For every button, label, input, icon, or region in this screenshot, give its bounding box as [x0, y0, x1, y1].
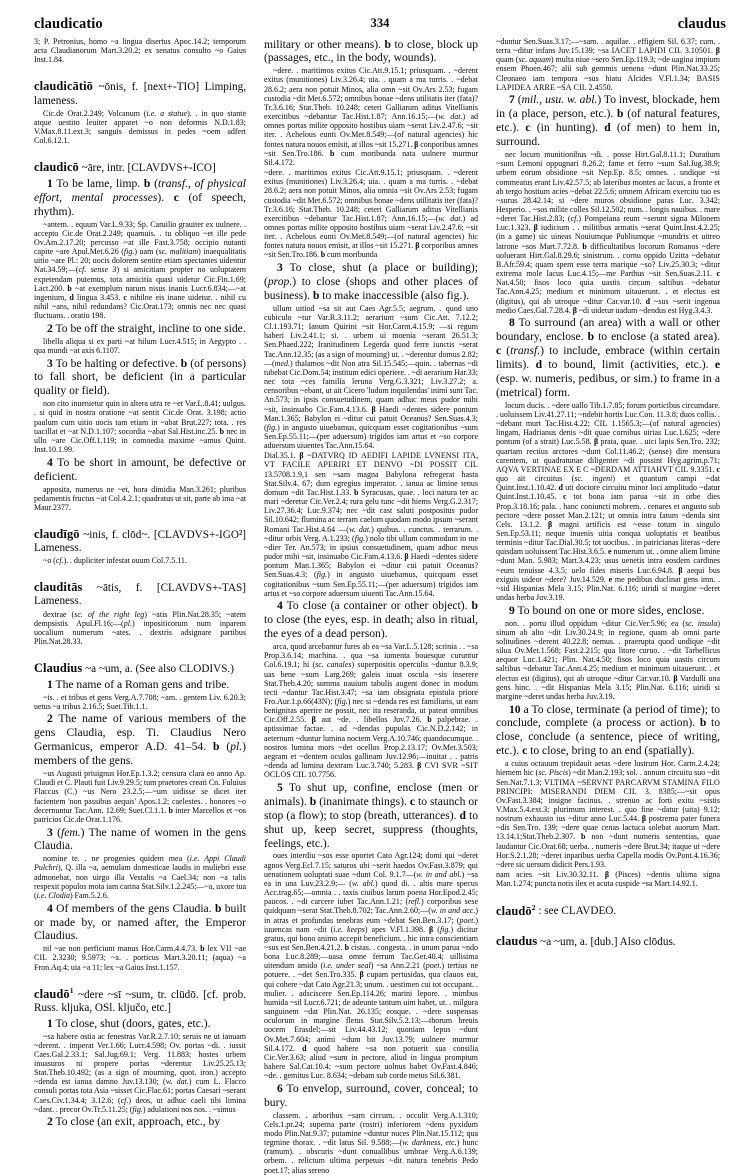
headword: claudō$^2$	[496, 902, 536, 918]
citation-block: ~dere. . maritimos exitus Cic.Att.9.15.1; priusquam. . ~derent exitus (munitiones) Liv.3.26.4; uia. . quam a ma turris. . ~debat 28.6.2; aera non potuit Minos, alia omn ~sit Ov.Ars 2.53; fugam custodia ~dit Met.6.572; omnibus bonae ~dens utilitatis iter (fata)? Tr.3.6.16; Stat.Theb. 10.248; ceteri Galliarum aditus Vitellianis exercitibus ~debantur Tac.Hist.1.87; Ann.16.15;—(w. dat.) ad omnes portas milite opposito hostibus uiam ~serat Liv.2.47.6; ~sit iter. . Achelous eunti Ov.Met.8.549;—(of natural agencies) hic fontes natura nouos emisit, at illos ~sit 15.271. β conporibus amnes ~sit Sen.Tro.186. b cum moribunda nata uulnere murmur Sil.4.172.	[264, 66, 478, 167]
dictionary-entry-headword: claudīgō ~inis, f. clōd~. [CLAVDVS+-IGO²] Lameness.	[34, 526, 246, 555]
dictionary-entry-headword: claudus ~a ~um, a. [dub.] Also clōdus.	[496, 933, 676, 948]
text-column-1	[34, 36, 255, 1129]
entry-spacer	[34, 512, 246, 518]
headword: claudicō	[34, 160, 79, 175]
citation-block: nomine te. . ne progenies quidem mea (i.e. Appi Claudi Pulchri), Q. illa ~a, aemulam domesticae laudis in muliebri esse admonebat, non uirgo illa Vestalis ~a Cael.34; non ~a talis respexit populos mota iam carina Stat.Silv.1.2.245;—~a, uxore tua (i.e. Clodia) Fam.5.2.6.	[34, 854, 246, 900]
citation-block: ~sa habere ostia ac fenestras Var.R.2.7.10; seruis ne ut ianuam ~derent. . imperat Ver.1.66; Lucr.4.598; Ov. portas ~di. . iussit Caes.Gal.2.33.1; Sal.Jug.69.1; Verg. 11.883; hostes urbem inuasuros ni propere portas ~derentur Liv.25.25.13; Stat.Theb.10.492; (as a sign of mourning, quot. iron.) accepto ~denda est ianua damno Juv.13.130; (w. dat.) cum L. Flacco consuli portas tota Asia ~sisset Cic.Flac.61; portas Caesari ~serant Caes.Civ.1.34.4; 3.12.6; (cf.) deos, ut adhuc caeli tibi limina ~dant. . precor Ov.Tr.5.11.25; (fig.) adulationi nos nos. . ~simus	[34, 1031, 246, 1114]
citation-block: ~dere. . maritimos exitus Cic.Att.9.15.1; priusquam. . ~derent exitus (munitiones) Liv.3.26.4; uia. . quam a ma turris. . ~debat 28.6.2; aera non potuit Minos, alia omnia ~sit Ov.Ars 2.53; fugam custodia ~dit Met.6.572; omnibus bonae ~dens utilitatis iter (fata)? Tr.3.6.16; Stat.Theb. 10.248; ceteri Galliarum aditus Vitellianis exercitibus ~debantur Tac.Hist.1.87; Ann.16.15;—(w. dat.) ad omnes portas milite opposito hostibus uiam ~serat Liv.2.47.6; ~sit iter. . Achelous eunti Ov.Met.8.549;—(of natural agencies) hic fontes natura nouos emisit, at illos ~sit 15.271. β corporibus amnes ~sit Sen.Tro.186. b cum moribunda	[264, 168, 478, 260]
citation-block: arca, quod arcebantur fures ab ea ~sa Var.L.5.128; scrinia . . ~sa Prop.3.6.14; machina. . qua ~sa iumenta bouesque curuntur Col.6.19.1; hi (sc. canales) superpositis operculis ~duntur 8.3.9; uas bene ~sum Larg.269; galeis iuuat oscula ~sis inserere Stat.Theb.4.20; summa nauium tabulis augent donec in modum tecti ~dantur Tac.Hist.3.47; ~sa iam obsignata epistula priore Fro.Aur.1.p.66(43N); (fig.) nec si ~denda res est familiaris, ut eam benignitas aperire ne possit, nec ita reseranda, ut pateat omnibus Cic.Off.2.55. β aut ~de. . libellos Juv.7.26. b palpebrae. . aptissimae factae. . ad ~dendas pupulas Cic.N.D.2.142; in aeternum ~duntur lumina noctem Verg.A.10.746; quandocumque. . nostros lumina mors ~det ocellos Prop.2.13.17; Ov.Met.3.503; aegram et ~dentem oculos gallinam Juv.12.96;—inuitat . . patris ~denda ad lumina dextram Luc.3.740; 5.283. β CVI SVR ~SIT OCLOS CIL 10.7756.	[264, 642, 479, 780]
sense-definition: 4 Of members of the gens Claudia. b built or made by, or named after, the Emperor Claudius.	[34, 901, 247, 943]
citation-block: 3; P. Petronius, homo ~a lingua disertus Apoc.14.2; temporum acta Claudianorum Mart.3.20.2; ex senatus consulto ~o Gaius Inst.1.84.	[34, 37, 246, 65]
citation-block: Cic.de Orat.2.249; Volcanum (i.e. a statue). . in quo stante atque uestito leuiter apparet ~o non deformis N.D.1.83; V.Max.8.11.ext.3; sanguis demissus in pedes ~oem adfert Col.6.12.1.	[34, 108, 247, 146]
citation-block: dextrae (sc. of the right leg) ~atis Plin.Nat.28.35; ~atem dempsistis Apul.Fl.16;—(pl.) inpositicorum num inparem uocalium numerum ~ates. . dextris adsignare partibus Plin.Nat.28.33.	[34, 609, 246, 646]
entry-spacer	[34, 64, 246, 70]
dictionary-entry-headword: claudicō ~āre, intr. [CLAVDVS+-ICO]	[34, 160, 216, 175]
sense-definition: 6 To envelop, surround, cover, conceal; to bury.	[264, 1081, 478, 1109]
text-column-2	[255, 36, 487, 1175]
sense-definition: 3 (fem.) The name of women in the gens Claudia.	[34, 825, 246, 853]
page-folio-number: 334	[370, 16, 390, 30]
citation-block: classem. . arboribus ~sam circum. . occulit Verg.A.1.310; Cels.1.pr.24; superna parte (rostri) inferiorem ~dens pyxidum modo Plin.Nat.9.37; putamine ~duntur nuces Plin.Nat.15.112; qua tegmine thorax. . ~dit latus Sil. 9.588;—(w. darkness, etc.) hunc (ramum). . obscuris ~dunt conuallibus umbrae Verg.A.6.139; orbem. . relictum ultima perpetuis ~dit natura tenebris Pedo poet.17; alias sereno	[264, 1110, 479, 1175]
citation-block: nil ~ae non perficiunt manus Hor.Carm.4.4.73. b lex VII ~ae CIL 2.3230; 9.5973; ~a. . porticus Mart.3.20.11; (aqua) ~a Fron.Aq.4; uia ~a 11; lex ~a Gaius Inst.1.157.	[34, 944, 247, 972]
citation-block: libella aliqua si ex parti ~at hilum Lucr.4.515; in Aegypto . . qua mundi ~at axis 6.1107.	[34, 336, 246, 355]
citation-block: Dial.35.1. β ~DATVRQ ID AEDIFI LAPIDE LVNENSI ITA, VT FACILE APERIRI ET DENVO ~DI POSSIT CIL 13.5708.1.9,1 sen ~sam magna Babylona refregerat hasta Stat.Silv.4. 67; dum egregius imperator. . ianua ac limine tenus domum ~dit Tac.Hist.1.33. b Syracusas, quae. . loci natura ter ac mari ~deretur Cic.Ver.2.4; rura gelu tunc ~dit hiems Verg.G.2.317; Liv.27.36.4; Luc.9.374; nec ~dit cast saluti postpositus pudor Sil.10.642; flumina ac terram caelum quodam modo ipsum ~serant Romani Tac.Hist.4.64 —(w. dat.) quibus. . cunctus. . terrarum. . ~ditur orbis Verg. A.1.233; (fig.) nolo tibi ullum commodum in me ~dier Ter. An.573; in ipsius consuetudinem, quam adhuc meus pudor mihi ~sit, insinuabo Cic.Fam.4.13.6. β Haedi ~dentes sidere pontum Man.1.365; Babylon ei ~ditur cui patuit Oceanus? Sen.Suas.4.3; (fig.) in angusto uiuebamus, quicquam esset cogitationibus ~sum Sen.Ep.55.11;—(per aduersum) trigidos iam artus et ~so corpore aduersum uiuenti Tac.Ann.15.64.	[264, 451, 478, 598]
citation-block: oues interdiu ~sos esse oportet Cato Agr.124; domi qui ~deret agnos Verg.Ecl.7.15; saturos ubi ~serit haedos Ov.Fast.3.879; qui uenationem uoluptati suae ~dunt Col. 9.1.7—(w. in and abl.) ~sa ea in una Luv.23.2.9;— (w. abl.) quod di. . altis mare specus Acc.trag.65;—omnia . . taxis ciuibus larum poena Hor.Epod.2.45; paucos. . ~di carcere iubet Tac.Ann.1.21; (refl.) corporibus sese quidquam ~serat Stat.Theb.8.702; Tac.Ann.2.60;—(w. in and acc.) in atras et profundas tenebras eum ~debat Sen.Ben.3.17; (poet.) iuuencas nam ~dit (i.e. keeps) apes V.Fl.1.398. β (fig.) dicitur gratus, qui bono animo accepit beneficium. . hic intra conscientiam ~sus est Sen.Ben.4.21.2. b cistas. . congesta. . in unum parua ~ndo bona Luc.8.289;—uasa omne ferrum Tac.Ger.40.4; uillisima uitendum amido (i.e. under seal) ~sa Ann.2.21 (poet.) tertius ne potuere. . ~det Sen.Tro.335. β cupam pertusidas, qua clauos eat, qui cohere ~dat Cato Agr.21.3; unum. . uestimen cui tot occupant. . mulier. . adsciscere Sen.Ep.114.26; marini lepore. . mimbus humida ~sil Lucr.6.721; de adeunte tantum uim habet, ut. . milgura sanguinem ~dat Plin.Nat. 26.135; eosque. . ~dere suspensas oculorum in margine fletus Stat.Silv.5.2.13;—thorum breuis uocem Erasdel;—sit Liv.44.43.12; quoniam lepus ~dunt Ov.Met.7.604; animi ~dum bit Juv.13.79; uulnere murmur Sil.4.172. d quod habere ~sa non potuerit sua consilia Cic.Ver.3.63; aliud ~sum in pectore, aliud in lingua promptum habere Sal.Cat.10.4; ~sum pectore uolnus habet Ov.Fast.4.846; ~de. . gemitus Luc. 8.634; ~debam sub corde metus Sil.6.381.	[264, 851, 479, 1081]
citation-block: non. . portu illud oppidum ~ditur Cic.Ver.5.96; ea (sc. insula) sinum ab alto ~dit Liv.30.24.9; in regione, quam ab omni parte solitudines ~derent 40.22.8; nemus. . praerupta quod undique ~dit silua Ov.Met.1.568; Fast.2.215; qua litore curuo. . ~dit Tarbellicus aequor Luc.1.421; Plin. Nat.4.50; fisos loco quia uastis circum saltibus ~debatur Tac.Ann.4.25; medium et minimum uitauerunt. . et electus est (digitus), qui ab utroque ~ditur Car.var.10. β Vardulli una gens hinc. . ~dit Hispanias Mela 3.15; Plin.Nat. 6.116; uiridi si margine ~deret undas herba Juv.3.19.	[496, 618, 720, 701]
dictionary-entry-headword: claudō$^2$ : see CLAVDEO.	[496, 902, 617, 918]
entry-spacer	[496, 888, 720, 894]
headword: clauditās	[34, 580, 83, 595]
sense-definition: 10 a To close, terminate (a period of time); to conclude, complete (a process or action). b to close, conclude (a sentence, piece of writing, etc.). c to close, bring to an end (spatially).	[496, 702, 720, 758]
headword: claudīgō	[34, 526, 80, 541]
citation-block: ~antem. . equum Var.L.9.33; Sp. Caruilio grauiter ex uulnere. . accepto Cic.de Orat.2.249; quamuis. . tu obliquo ~et ille pede Ov.Am.2.17.20; percusso ~at ille Fast.3.758; occipio nutanti capite ~are Apul.Met.6.26 (fig.) uam (sc. malitiam) inaequalitatis uitio ~are Pl.: 20; uocis dolorem sentire etiam spectantes uidentur Nat.34.59;—(cf. sense 3) si amicitiam propter no uoluptatem expetendam putemus, tota amicitia quasi uidetur Cic.Fin.1.69; Lact.200. b ~at exemplum narum nisus inanis Lucr.6.834;—~at ingenium, d lingua 3.453. c nihilne eis inane uidetur. . nihil cu nihil ~ans, nihil redundans? Cic.Orat.173; omnis nec nec quasi fluctuans. . oratio 198.	[34, 219, 247, 321]
text-column-3	[487, 36, 720, 952]
dictionary-entry-headword: claudicātiō ~ōnis, f. [next+-TIO] Limping, lameness.	[34, 79, 246, 107]
sense-definition: 2 To be off the straight, incline to one side.	[47, 321, 246, 335]
citation-block: ~duntur Sen.Suas.3.17;—~sam. . aquilae. . effigiem Sil. 6.37; cum. . terra ~ditur infans Juv.15.139; ~sa IACET LAPIDI CIL 3.10501. β quam (sc. aquam) multa niue ~sero Sen.Ep.119.3; ~de uagina impium ensem Phoen.467; alii sub gemmis uenena ~dunt Plin.Nat.33.25; Cleonaeo iam tempora ~sus hiatu Alcides V.Fl.1.34; BASIS LAPIDEA ARRE ~SA CIL 2.4550.	[496, 37, 720, 92]
citation-block: nam acies ~sit Liv.30.32.11. β (Pisces) ~dentis ultima signa Man.1.274; puncta notis ilex et acuta cuspide ~sa Mart.14.92.1.	[496, 870, 720, 889]
citation-block: ~is. . et tribus et gens Verg.A.7.708; ~am. . gentem Liv. 6.20.3; uetus ~a tribus 2.16.5; Suet.Tib.1.1.	[34, 692, 246, 711]
sense-definition: 2 To close (an exit, approach, etc., by	[47, 1115, 221, 1129]
sense-definition: 1 To be lame, limp. b (transf., of physical effort, mental processes). c (of speech, rhythm).	[34, 176, 246, 218]
sense-definition: 1 To close, shut (doors, gates, etc.).	[47, 1016, 211, 1030]
running-head	[34, 16, 726, 38]
citation-block: ~us Augusti priuignus Hor.Ep.1.3.2; censura clara eo anno Ap. Claudi et C. Plauti fuit Liv.9.29.5; tum praetores creati Cn. Fuluius Flaccus (C.) ~us Nero 23.2.5;—~um uidisse se dicet iter facientem 'non passibus aequis' Apos.1.2; caelestes. . honores ~o decernuntur Tac.Ann. 12.69; Suet.Cl.1.1. b inter Marcellos et ~os patricios Cic.de Orat.1.176.	[34, 769, 246, 824]
sense-definition: 5 To shut up, confine, enclose (men or animals). b (inanimate things). c to staunch or stop (a flow); to stop (breath, utterances). d to shut up, keep secret, suppress (thoughts, feelings, etc.).	[264, 780, 479, 850]
citation-block: non cito inuenietur quin in altera utra re ~et Var.L.8.41; uulgus. . si quid in nostra oratione ~at sentit Cic.de Orat. 3.198; actio paulum cum uitio uocis tam etiam in ~abat Brut.227; tota. . res uacillat et ~at N.D.1.107; socordia ~abat Sal.Hist.inc.25. b nec in ullo ~are Cic.Off.1.119; in comoedia maxime ~amus Quint. Inst.10.1.99.	[34, 399, 246, 455]
sense-definition: 3 To be halting or defective. b (of persons) to fall short, be deficient (in a particular quality or field).	[34, 356, 246, 398]
sense-definition: 8 To surround (an area) with a wall or other boundary, enclose. b to enclose (a stated area). c (transf.) to include, embrace (within certain limits). d to bound, limit (activities, etc.). e (esp. w. numeris, pedibus, or sim.) to frame in a (metrical) form.	[496, 316, 721, 399]
headword: Claudius	[34, 661, 83, 676]
dictionary-entry-headword: clauditās ~ātis, f. [CLAVDVS+-TAS] Lameness.	[34, 580, 246, 608]
entry-spacer	[34, 646, 246, 652]
sense-definition: 3 To close, shut (a place or building); (prop.) to close (shops and other places of business). b to make inaccessible (also fig.).	[264, 261, 478, 302]
dictionary-entry-headword: claudō$^1$ ~dere ~sī ~sum, tr. clūdō. [cf. prob. Russ. kljuka, OSl. ključo, etc.]	[34, 985, 246, 1014]
citation-block: ullum uitiod ~sa sit aut Caes Agr.5.5; aegrum. . quod uno cubiculo ~tur Var.R.3.11.2; aerarium ~sum Cic.Att. 7.12.2; Cl.1.193.71; Ianum Quirini ~sit Hor.Carm.4.15.9; —si regum haberi Liv.2.41.1; si. . urbem ui moenia ~serant 26.51.3; Sen.Phaed.222; Iranitudinem Legerda quod ferre iunctis ~serat Tac.Ann.12.35; (as a sign of mourning) ut. . ~derentur domus 2.82;—(med.) thalamos ~dit Non atra Sil.15.545;—quin. . tabernas ~di tubebat Cic.Dom.54; institum edici operiere. . ~di aerarium Har.33; nec tota ~ces familia leruna Verg.G.3.321; Liv.3.27.2; a. censoribus ~ebant, ut ait Cicero 'ludum inquilendas' inimi sunt Tac. An.573; in ipsis consuetudinem, quam adhuc meus pudor mihi ~sit, insinuabo Cic.Fam.4.13.6. β Haedi ~dentes sidere pontum Man.1.365; Babylon ei ~ditur cui patuit Oceanus? Sen.Suas.4.3; (fig.) in angusto uiuebamus, quicquam esset cogitationibus ~sum Sen.Ep.55.11;—(per aduersum) trigidos iam artus et ~so corpore aduersum uiuentes Tac.Ann.15.64.	[264, 303, 479, 451]
headword: claudō$^1$	[34, 985, 74, 1001]
sense-definition: military or other means). b to close, block up (passages, etc., in the body, wounds).	[264, 37, 478, 65]
entry-spacer	[496, 919, 720, 925]
sense-definition: 4 To be short in amount, be defective or deficient.	[34, 455, 246, 483]
sense-definition: 7 (mil., usu. w. abl.) To invest, blockade, hem in (a place, person, etc.). b (of natural features, etc.). c (in hunting). d (of men) to hem in, surround.	[496, 93, 720, 149]
headword: claudicātiō	[34, 79, 93, 94]
citation-block: a cuius octauum trepidauit aetas ~dere lustrum Hor. Carm.2.4.24; hiemem hic (sc. Piscis) ~dit Man.2.193; sol. . annum circuitu suo ~dit Sen.Nat.7.1.3; VLTIMA ~SERVNT PARCARVM STAMINA FILO PRINCIPI: MISERANDI DIEM CIL 3. 8385;—~sit opus Ov.Fast.3.384; insigne facinus. . strenuo ac forti exitu ~sistis V.Max.5.4.ext.3; plurimum interest. . quo fine ~datur (uita) 9.12; nostrum exhausto ius ~ditur anno Luc.5.44. β postrema pater funera ~dis Sen.Tro. 139; ~dere quae cenas lactuca solebat auorum Mart. 13.14.1;Stat.Theb.2.307. b non ~dunt numeris sententias, quae laudantur Cic.Orat.68; uerba. . numeris ~dere Brut.34; itaque ut ~dere Hor.S.2.1.28; ~deret inparibus uerba Capella modis Ov.Pont.4.16.36; ~dere sic uersum didicit Pers.1.93.	[496, 759, 721, 869]
headword: claudus	[496, 933, 538, 948]
sense-definition: 2 The name of various members of the gens Claudia, esp. Ti. Claudius Nero Germanicus, emperor A.D. 41–54. b (pl.) members of the gens.	[34, 712, 246, 768]
sense-definition: 1 The name of a Roman gens and tribe.	[47, 677, 230, 691]
running-head-left: claudicatio	[34, 16, 103, 32]
citation-block: nec locum munitionibus ~di. . posse Hirt.Gal.8.11.1; Duratium ~sum Lemoni oppugnari 8.26.2; fame et ferro ~sum Sal.Jug.38.9; urbem eorum obsidione ~sit Nep.Ep. 8.5; omnes. . undique ~si commeatus erant Liv.42.57.5; ab lateribus montes ac lacus, a fronte et ab tergo hostium acies ~debat 22.5.6; omnem Africam exercitu tuo es ~surus 28.42.14; si ~dere muros obsidione paras Luc. 3.342; Hesperio. . ~sos milite colles Sil.12.502; num. . longis nauibus. . mare ~deret Tac.Hist.2.83; (cf.) Pompeiana reum ~serunt signa Milonem Luc.1.323. β iudicium . . militibus armatis ~serat Quint.Inst.4.2.25; (in a game) sic uineas Nouiumque Publiumque ~mundris et uitreo latrone ~sos Mart.7.72.8. b difficultatibus locorum Romanos ~dere uoluerant Hirt.Gal.8.29.6; sinistrum. . cornu oppido Uzitta ~debatur B.Afr.59.4; quam spem esse terra marique ~so? Liv.25.30.3; ~ditur extrema mole lacus Luc.4.15;—me Parthus ~sit Sen.Suas.2.11. c Nat.4.50; fisos loco quia uastis circum saltibus ~debatur Tac.Ann.4.25; medium et minimum uitauerunt. . et electus est (digitus), qui ab utroque ~ditur Car.var.10. d ~sus ~serit ingenua medio Caes.Gal.7.28.4. β ~di uidetur uadum ~dendus est Hyg.3.4.3.	[496, 150, 720, 315]
entry-spacer	[34, 145, 246, 151]
running-head-right: claudus	[677, 16, 726, 32]
sense-definition: 9 To bound on one or more sides, enclose.	[509, 603, 705, 617]
citation-block: ~o (cf.). . dupliciter infestat ouum Col.7.5.11.	[43, 556, 187, 566]
column-container	[34, 36, 724, 1175]
entry-spacer	[34, 972, 246, 978]
entry-spacer	[34, 565, 246, 571]
citation-block: apposita, numerus ne ~et, hora dimidia Man.3.261; pluribus pedamentis fructus ~at Col.4.2.1; quadratus ut sit, parte ab ima ~at Maur.2377.	[34, 484, 246, 512]
dictionary-entry-headword: Claudius ~a ~um, a. (See also CLODIVS.)	[34, 661, 234, 676]
citation-block: locum ducis. . ~dere uallo Tib.1.7.85; forum porticibus circumdare. . uoluissem Liv.41.27.11; ~ndebit hortis Luc.Con. 11.3.8; duos collis. . ~debant murt Tac.Hist.4.22; CIL 1.1565.3;—(of natural agencies) lingam, Hadrianus denis ~dit quae cornibus uirias Luc.1.625; ~dere pontum (of a strait) Luc.5.58. β prata, quae. . uici lapis Sen.Tro. 232; quartam rectius arctores ~dunt Col.11.46.2; (sense) dire mensura carentem, ut quadratunae diligenter ~di possint Hyg.agrim.p.71; AQVA VERTINAE EX E C ~DERDAM ATTIAHVT CIL 9.3351. c quo ait circuitus (sc. ingeni) et quantum campi ~dat Quint.Inst.1.10.42. d uti doctore circuitu minor loci amplitudo ~datur Quint.Inst.1.10.45. c tot bona iam parua ~sit in orbe dies Prop.3.18.16; pala. . hanc coniuncti mobrem. . cenares et angusto sub pectore ~dere posset Man.2.121; ut omnia intra fatum ~denda sint Cels. 13.1.2. β magni artificis est ~esse totum in singulo Sen.Ep.53.11; neque inuenis uitia conqua uoluptatis et beatibus terminis ~ditur Tac.Dial.30.5; tot uocibus. . in patricianas literas ~dere quisdam uoluissent Tac.Hist.3.6.5. e numerum ut. . omne aliem limine ~dunt Man. 5.983; Mart.3.4.23; usus uenetis intra eosdem cardines ~eum tenuisse 4.3.5; uelo fides miseris Luc.6.94.8. β aequi bus exiguis uideor ~dere? Juv.14.529. e me pedibus duclinat gens imn. . ~sid Hispanias Mela 3.15; Plin.Nat. 6.116; uiridi si margine ~deret undas herba Juv.3.19.	[496, 400, 721, 603]
sense-definition: 4 To close (a container or other object). b to close (the eyes, esp. in death; also in ritual, the eyes of a dead person).	[264, 599, 478, 641]
